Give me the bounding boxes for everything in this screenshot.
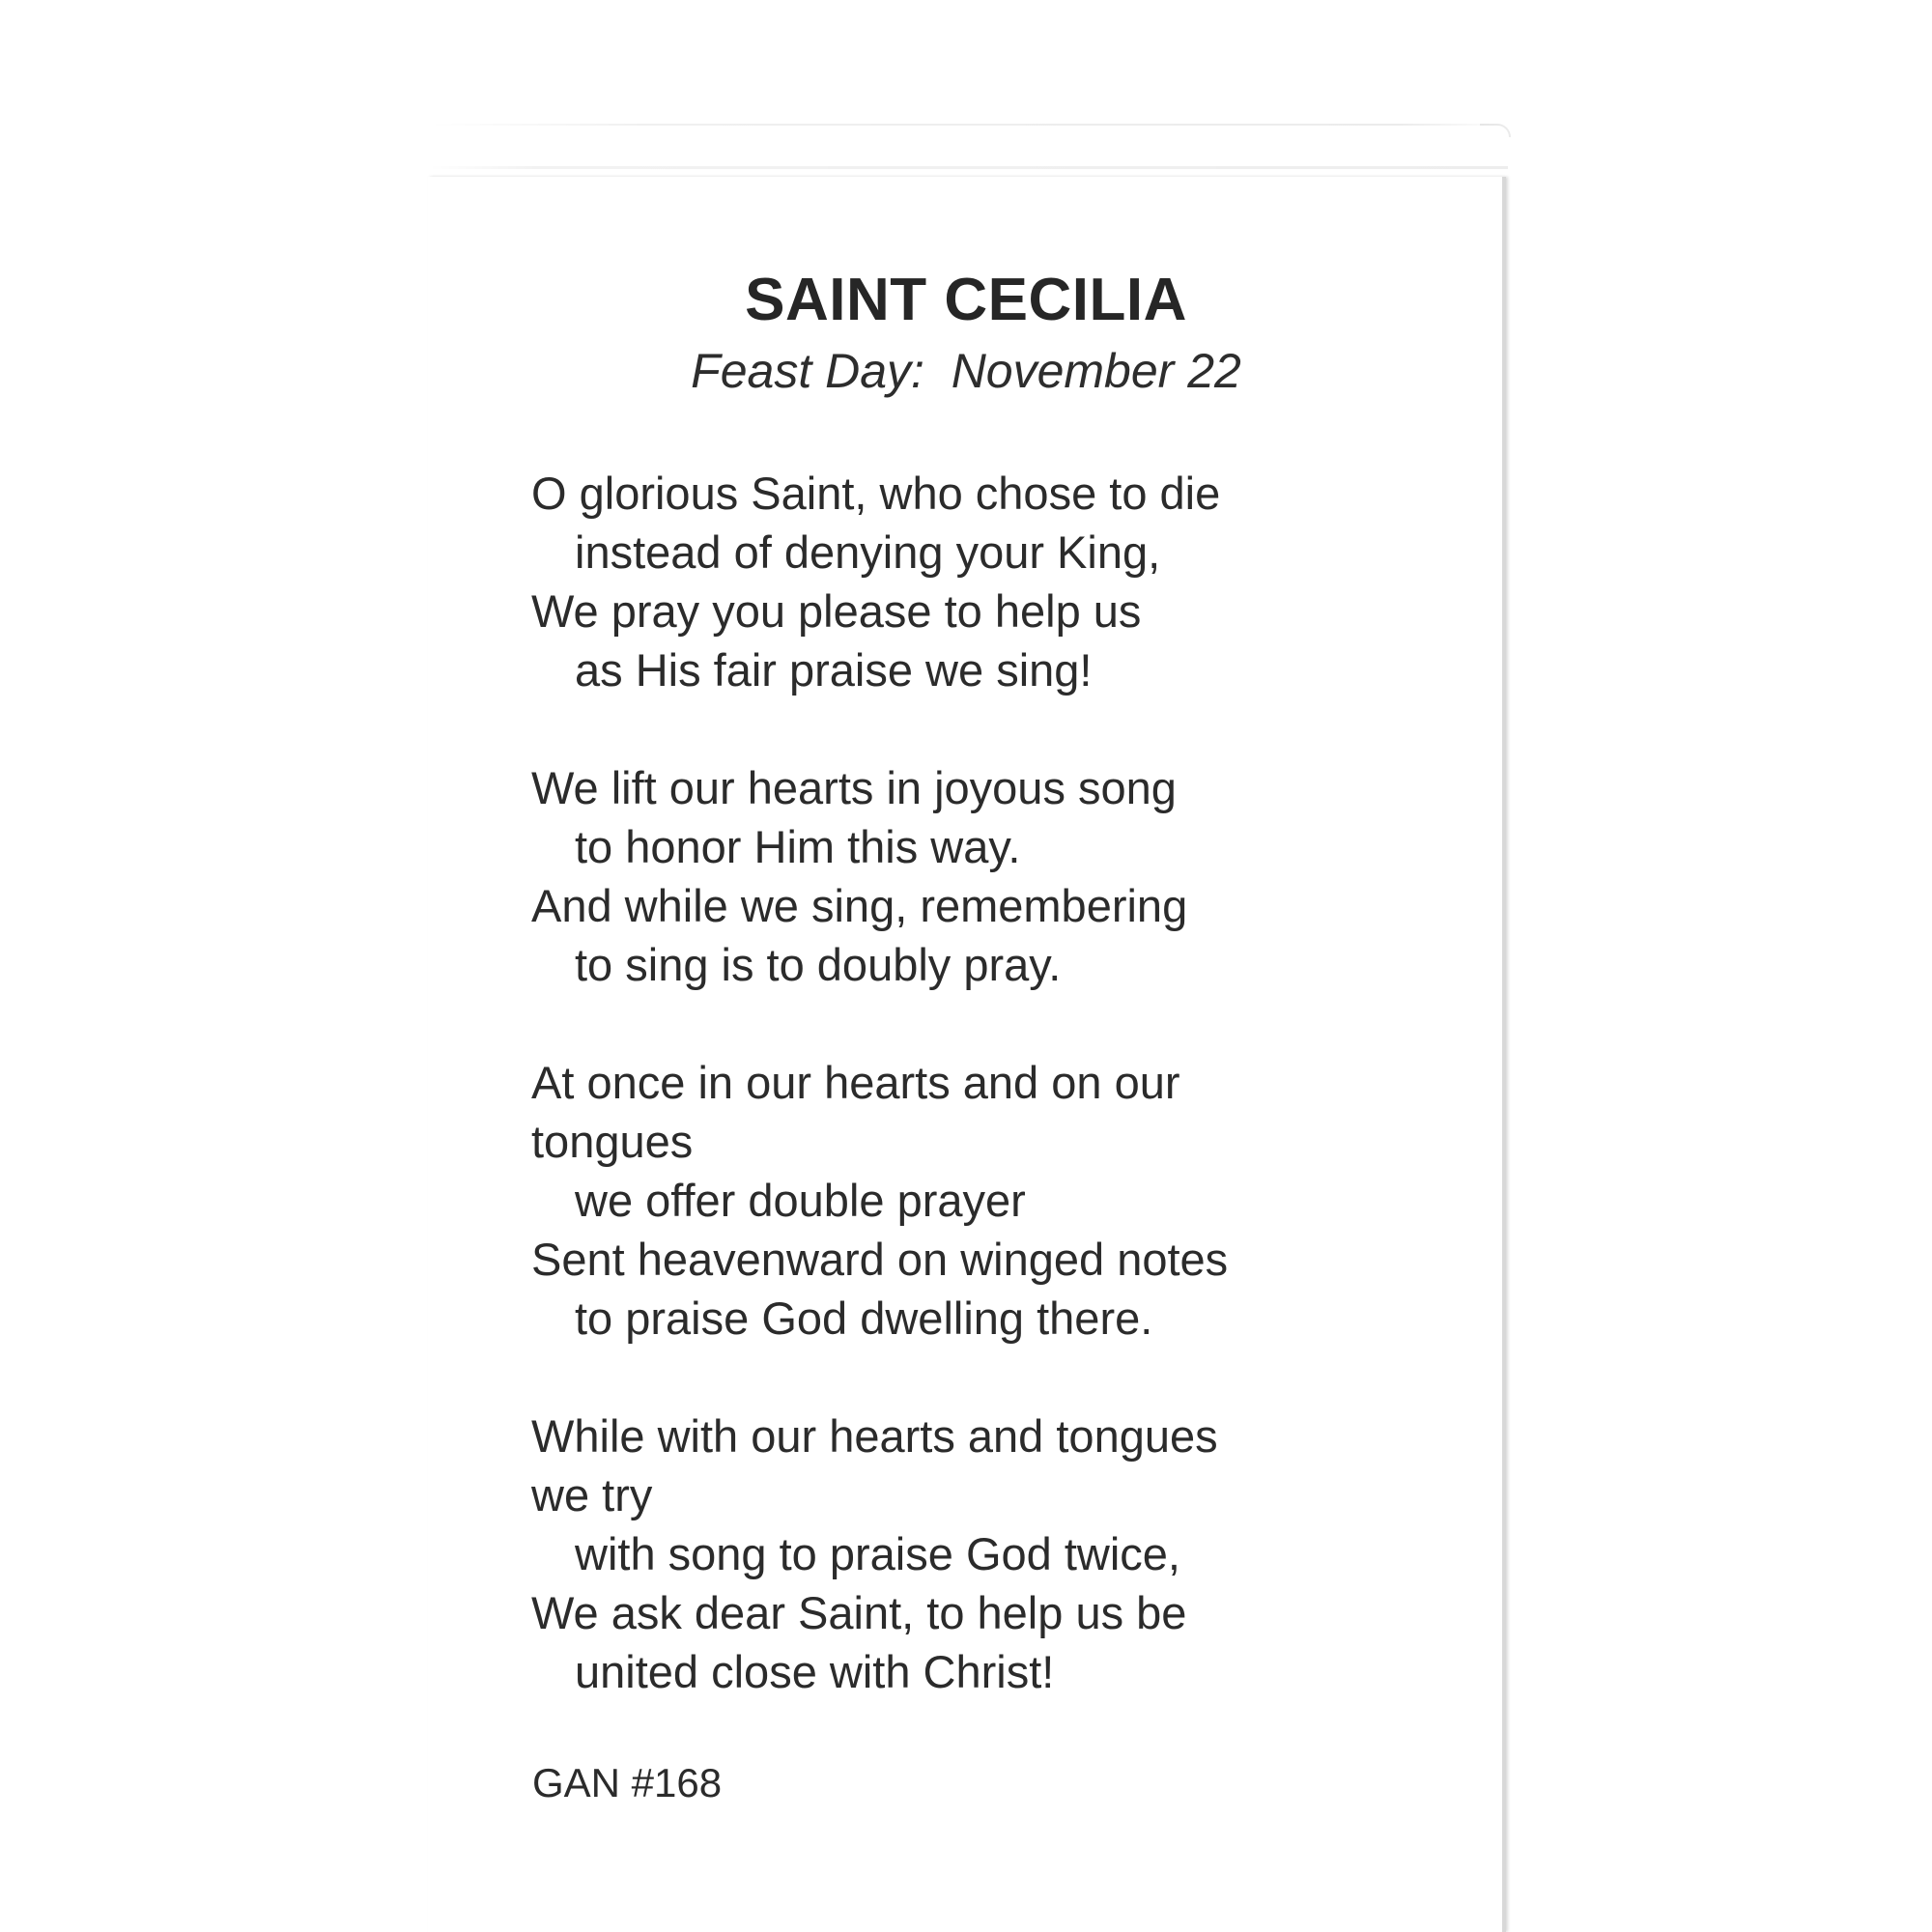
stanza-3-line-1: At once in our hearts and on our (531, 1057, 1180, 1108)
stanza-2-line-1: We lift our hearts in joyous song (531, 762, 1177, 813)
stanza-4-line-5: united close with Christ! (575, 1646, 1055, 1697)
feast-day: Feast Day: November 22 (691, 344, 1241, 398)
stanza-4-line-4: We ask dear Saint, to help us be (531, 1587, 1187, 1638)
stanza-1-line-1: O glorious Saint, who chose to die (531, 468, 1221, 519)
stanza-4-line-1: While with our hearts and tongues (531, 1410, 1218, 1462)
stanza-3-line-5: to praise God dwelling there. (575, 1293, 1153, 1344)
card-edge-shadow-lower (428, 166, 1508, 169)
card-edge-shadow (428, 124, 1508, 126)
stanza-4-line-2: we try (531, 1469, 653, 1520)
stanza-2-line-2: to honor Him this way. (575, 821, 1021, 872)
stanza-3-line-2: tongues (531, 1116, 694, 1167)
stanza-3-line-3: we offer double prayer (575, 1175, 1026, 1226)
stanza-4-line-3: with song to praise God twice, (575, 1528, 1180, 1579)
stanza-1-line-3: We pray you please to help us (531, 585, 1142, 637)
stanza-1-line-2: instead of denying your King, (575, 526, 1161, 578)
stanza-3-line-4: Sent heavenward on winged notes (531, 1234, 1229, 1285)
stanza-2-line-3: And while we sing, remembering (531, 880, 1188, 931)
stanza-2-line-4: to sing is to doubly pray. (575, 939, 1062, 990)
card-title: SAINT CECILIA (745, 267, 1187, 333)
stanza-1-line-4: as His fair praise we sing! (575, 644, 1093, 696)
card-corner (1480, 124, 1511, 137)
card-footer-code: GAN #168 (532, 1760, 723, 1805)
